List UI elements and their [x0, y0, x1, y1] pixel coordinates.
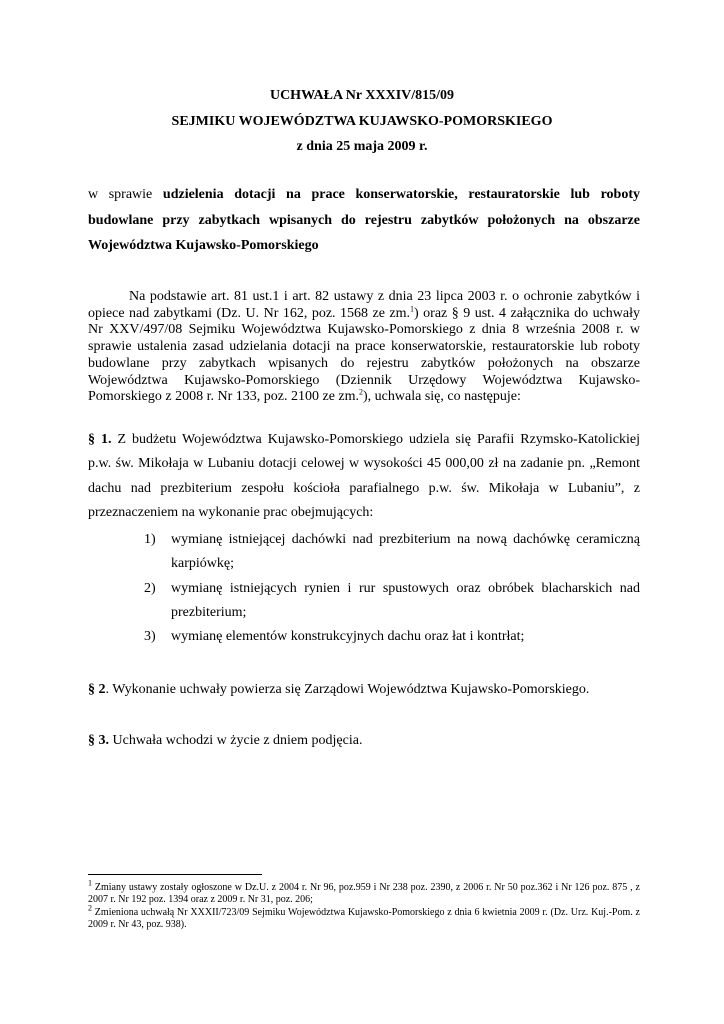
footnote-2-number: 2	[88, 903, 92, 913]
section-3-text: Uchwała wchodzi w życie z dniem podjęcia.	[109, 733, 363, 748]
list-item	[144, 577, 640, 626]
resolution-number: UCHWAŁA Nr XXXIV/815/09	[269, 88, 455, 103]
footnote-2-text: Zmieniona uchwałą Nr XXXII/723/09 Sejmiku Województwa Kujawsko-Pomorskiego z dnia 6 kwietnia 2009 r. (Dz. Urz. Kuj.-Pom. z 2009 r. Nr 43, poz. 938).	[88, 907, 640, 930]
legal-basis-text-3: ), uchwala się, co następuje:	[363, 389, 521, 405]
list-item-text: wymianę elementów konstrukcyjnych dachu oraz łat i kontrłat;	[171, 629, 525, 645]
works-list	[144, 528, 640, 649]
footnote-ref-2: 2	[359, 387, 364, 397]
section-2-mark: § 2	[88, 682, 106, 697]
section-1-text: Z budżetu Województwa Kujawsko-Pomorskiego udziela się Parafii Rzymsko-Katolickiej p.w. św. Mikołaja w Lubaniu dotacji celowej w wysokości 45 000,00 zł na zadanie pn. „Remont dachu nad prezbiterium zespołu kościoła parafialnego p.w. św. Mikołaja w Lubaniu”, z przeznaczeniem na wykonanie prac obejmujących:	[88, 432, 641, 520]
list-item-number: 2)	[144, 580, 156, 596]
section-3-mark: § 3.	[88, 733, 109, 748]
footnote-separator	[88, 874, 262, 875]
footnote-1	[88, 878, 640, 905]
footnote-1-text: Zmiany ustawy zostały ogłoszone w Dz.U. z 2004 r. Nr 96, poz.959 i Nr 238 poz. 2390, z 2006 r. Nr 50 poz.362 i Nr 126 poz. 875 , z 2007 r. Nr 192 poz. 1394 oraz z 2009 r. Nr 31, poz. 206;	[88, 882, 640, 905]
section-1	[88, 428, 640, 525]
list-item-number: 3)	[144, 629, 156, 645]
subject-text: udzielenia dotacji na prace konserwatorskie, restauratorskie lub roboty budowlane przy zabytkach wpisanych do rejestru zabytków położonych na obszarze Województwa Kujawsko-Pomorskiego	[88, 187, 640, 253]
issuing-body: SEJMIKU WOJEWÓDZTWA KUJAWSKO-POMORSKIEGO	[171, 114, 553, 129]
section-2-text: . Wykonanie uchwały powierza się Zarządowi Województwa Kujawsko-Pomorskiego.	[105, 682, 590, 697]
list-item-text: wymianę istniejących rynien i rur spustowych oraz obróbek blacharskich nad prezbiterium;	[171, 580, 640, 620]
list-item-number: 1)	[144, 532, 156, 547]
section-3	[88, 729, 640, 753]
section-1-mark: § 1.	[88, 432, 112, 447]
list-item	[144, 528, 640, 577]
footnote-ref-1: 1	[410, 304, 415, 314]
legal-basis-text-2: ) oraz § 9 ust. 4 załącznika do uchwały Nr XXV/497/08 Sejmiku Województwa Kujawsko-Pomorskiego z dnia 8 września 2008 r. w sprawie ustalenia zasad udzielania dotacji na prace konserwatorskie, restauratorskie lub roboty budowlane przy zabytkach wpisanych do rejestru zabytków położonych na obszarze Województwa Kujawsko-Pomorskiego (Dziennik Urzędowy Województwa Kujawsko-Pomorskiego z 2008 r. Nr 133, poz. 2100 ze zm.	[88, 305, 640, 405]
legal-basis-text-1: Na podstawie art. 81 ust.1 i art. 82 ustawy z dnia 23 lipca 2003 r. o ochronie zabytków i opiece nad zabytkami (Dz. U. Nr 162, poz. 1568 ze zm.	[88, 289, 640, 321]
list-item-text: wymianę istniejącej dachówki nad prezbiterium na nową dachówkę ceramiczną karpiówkę;	[171, 532, 640, 572]
legal-basis-paragraph	[88, 289, 640, 406]
section-2	[88, 678, 640, 702]
list-item	[144, 625, 640, 649]
footnote-2	[88, 903, 640, 930]
subject-paragraph	[88, 182, 640, 259]
subject-prefix: w sprawie	[88, 187, 163, 202]
resolution-date: z dnia 25 maja 2009 r.	[296, 139, 428, 154]
footnote-1-number: 1	[88, 878, 92, 888]
